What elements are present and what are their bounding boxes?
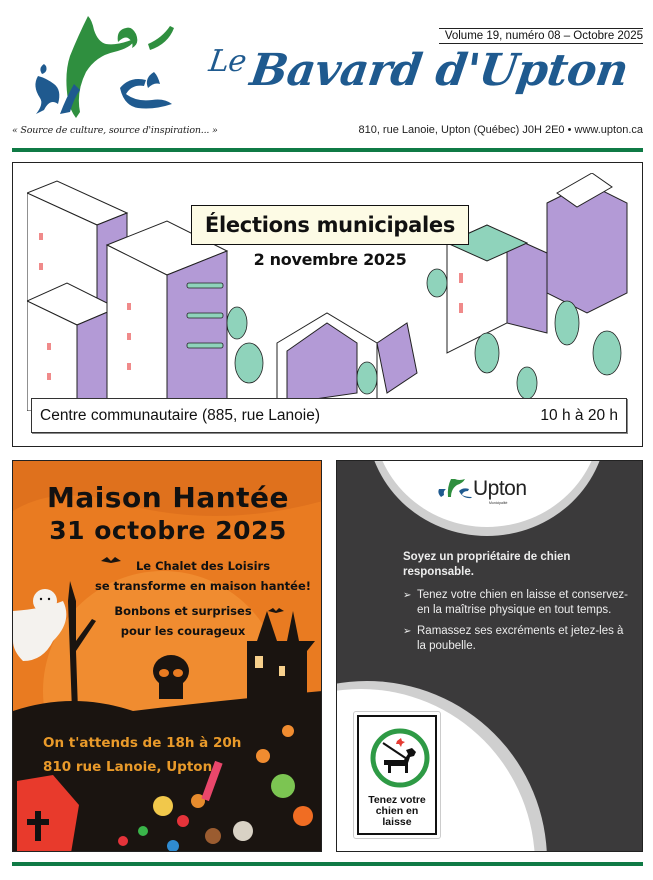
arrow-bullet-icon: ➢ xyxy=(403,590,412,601)
upton-logo-word: Upton xyxy=(473,477,527,500)
slogan: « Source de culture, source d'inspiration... » xyxy=(12,125,218,136)
dog-notice-heading: Soyez un propriétaire de chien responsable. xyxy=(403,551,571,578)
title-prefix: Le xyxy=(206,44,249,79)
arrow-bullet-icon: ➢ xyxy=(403,626,412,637)
leash-sign xyxy=(353,711,441,839)
elections-title-box xyxy=(191,205,469,245)
description-line: Le Chalet des Loisirs xyxy=(135,559,271,573)
haunted-house-date: 31 octobre 2025 xyxy=(49,516,287,545)
haunted-house-hours: On t'attends de 18h à 20h xyxy=(43,735,242,751)
masthead xyxy=(0,0,653,150)
haunted-house-description xyxy=(88,556,318,596)
newsletter-title xyxy=(204,44,631,96)
haunted-house-poster xyxy=(12,460,322,852)
haunted-house-address: 810 rue Lanoie, Upton xyxy=(43,759,213,775)
description-line: Bonbons et surprises xyxy=(114,604,252,618)
top-divider xyxy=(12,148,643,152)
upton-logo xyxy=(437,477,527,505)
haunted-house-details xyxy=(43,731,241,779)
dog-notice-bullet xyxy=(403,588,633,618)
elections-location: Centre communautaire (885, rue Lanoie) xyxy=(40,406,321,424)
elections-banner xyxy=(12,162,643,447)
elections-info-bar xyxy=(31,398,627,433)
description-line: se transforme en maison hantée! xyxy=(94,579,312,593)
description-line: pour les courageux xyxy=(120,624,246,638)
dog-on-leash-icon xyxy=(369,727,431,789)
haunted-house-treats xyxy=(73,601,293,641)
bullet-text: Tenez votre chien en laisse et conservez-en la maîtrise physique en tout temps. xyxy=(417,589,628,616)
masthead-address: 810, rue Lanoie, Upton (Québec) J0H 2E0 • www.upton.ca xyxy=(358,124,643,136)
upton-logo-figures-icon xyxy=(437,477,473,499)
haunted-house-title: Maison Hantée xyxy=(46,481,290,514)
volume-issue: Volume 19, numéro 08 – Octobre 2025 xyxy=(439,28,643,44)
bottom-divider xyxy=(12,862,643,866)
dog-notice-text xyxy=(403,550,633,660)
elections-title: Élections municipales xyxy=(204,213,456,237)
dog-notice-bullet xyxy=(403,624,633,654)
elections-date: 2 novembre 2025 xyxy=(253,250,407,269)
sign-line: chien en xyxy=(375,805,419,817)
bullet-text: Ramassez ses excréments et jetez-les à la poubelle. xyxy=(417,625,624,652)
responsible-dog-owner-notice xyxy=(336,460,643,852)
sign-line: Tenez votre xyxy=(368,794,426,806)
elections-hours: 10 h à 20 h xyxy=(540,406,618,424)
upton-logo-subtitle: Municipalité xyxy=(489,501,508,505)
sign-line: laisse xyxy=(382,816,412,828)
leash-sign-text xyxy=(359,795,435,828)
logo-figures-icon xyxy=(28,14,198,124)
title-main: Bavard d'Upton xyxy=(247,45,632,96)
